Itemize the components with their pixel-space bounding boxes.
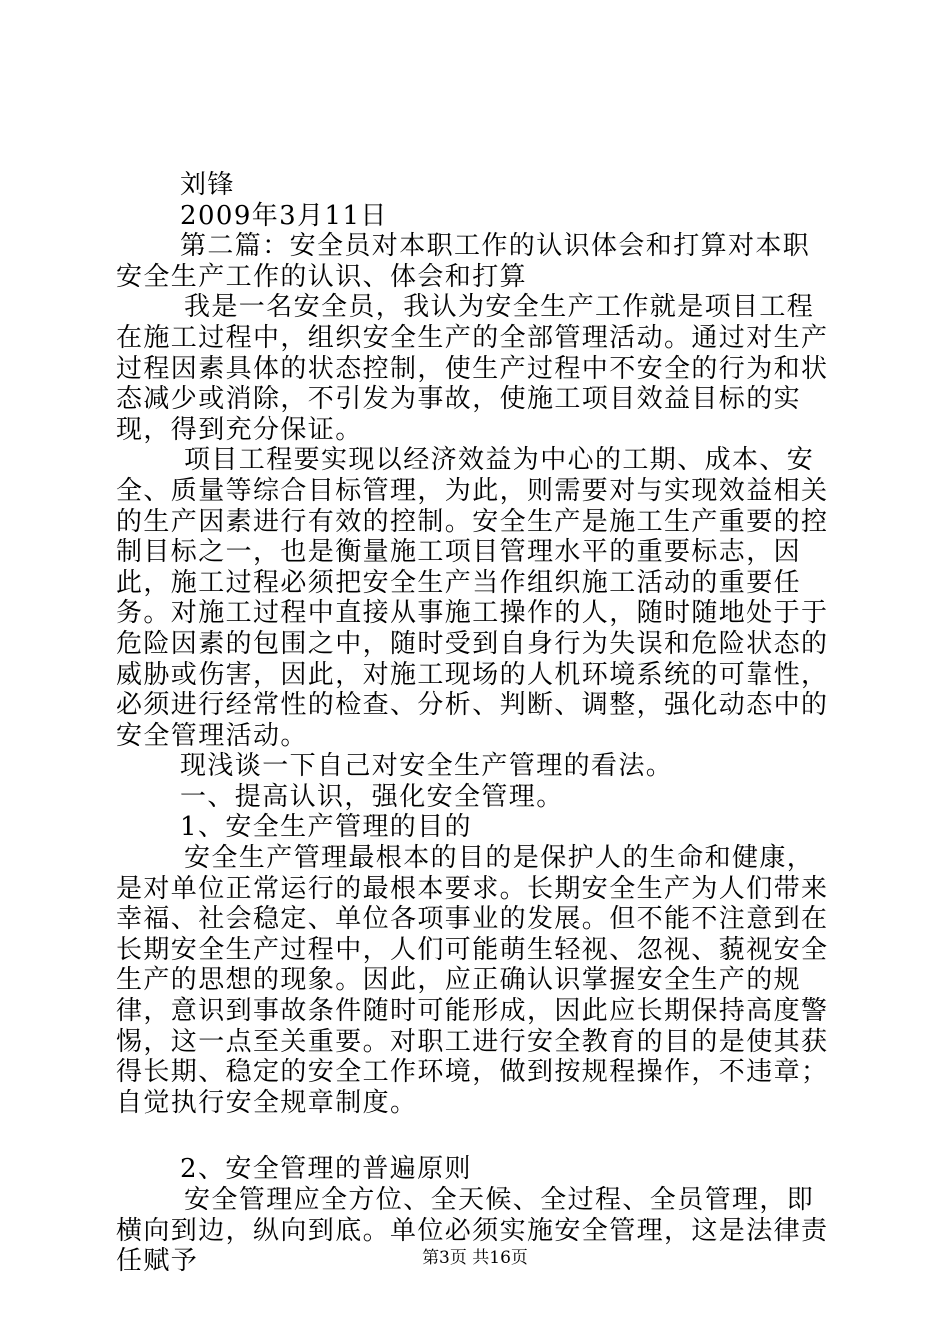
section-title: 第二篇：安全员对本职工作的认识体会和打算对本职安全生产工作的认识、体会和打算 — [116, 231, 811, 292]
paragraph: 现浅谈一下自己对安全生产管理的看法。 — [180, 751, 674, 782]
heading-1: 一、提高认识，强化安全管理。 — [180, 781, 564, 812]
paragraph-principle: 安全管理应全方位、全天候、全过程、全员管理，即横向到边，纵向到底。单位必须实施安全管理，这是法律责任赋予 — [116, 1185, 829, 1277]
paragraph: 我是一名安全员，我认为安全生产工作就是项目工程在施工过程中，组织安全生产的全部管理活动。通过对生产过程因素具体的状态控制，使生产过程中不安全的行为和状态减少或消除，不引发为事故，使施工项目效益目标的实现，得到充分保证。 — [116, 292, 829, 445]
signature-date: 2009年3月11日 — [180, 200, 388, 231]
paragraph-purpose: 安全生产管理最根本的目的是保护人的生命和健康，是对单位正常运行的最根本要求。长期安全生产为人们带来幸福、社会稳定、单位各项事业的发展。但不能不注意到在长期安全生产过程中，人们可能萌生轻视、忽视、藐视安全生产的思想的现象。因此，应正确认识掌握安全生产的规律，意识到事故条件随时可能形成，因此应长期保持高度警惕，这一点至关重要。对职工进行安全教育的目的是使其获得长期、稳定的安全工作环境，做到按规程操作，不违章；自觉执行安全规章制度。 — [116, 843, 829, 1118]
signature-name: 刘锋 — [180, 170, 235, 200]
blank-line — [116, 1118, 834, 1154]
subheading-2: 2、安全管理的普遍原则 — [180, 1154, 472, 1185]
document-body — [116, 170, 834, 1277]
paragraph: 项目工程要实现以经济效益为中心的工期、成本、安全、质量等综合目标管理，为此，则需要对与实现效益相关的生产因素进行有效的控制。安全生产是施工生产重要的控制目标之一，也是衡量施工项目管理水平的重要标志，因此，施工过程必须把安全生产当作组织施工活动的重要任务。对施工过程中直接从事施工操作的人，随时随地处于于危险因素的包围之中，随时受到自身行为失误和危险状态的威胁或伤害，因此，对施工现场的人机环境系统的可靠性，必须进行经常性的检查、分析、判断、调整，强化动态中的安全管理活动。 — [116, 445, 829, 751]
page-footer: 第3页 共16页 — [422, 1248, 528, 1268]
subheading-1: 1、安全生产管理的目的 — [180, 812, 472, 843]
